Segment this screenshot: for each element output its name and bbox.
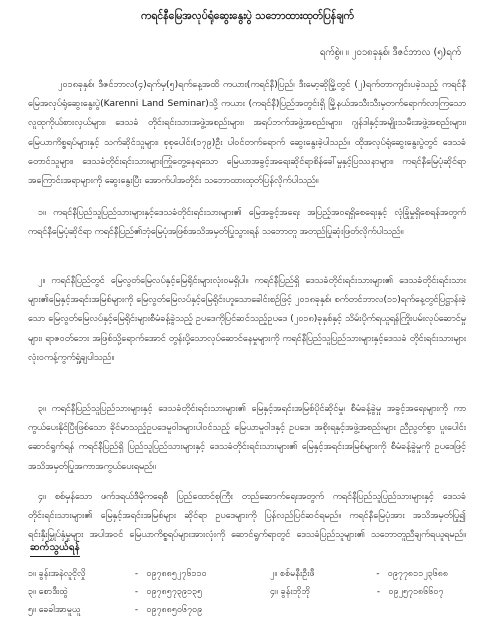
contact-item xyxy=(28,568,238,581)
contact-row xyxy=(28,604,468,622)
contact-phone: ၀၉၇၈၈၅၂၇၆၁၁၀ xyxy=(146,569,207,579)
contact-phone: ၀၉၂၅၇၁၈၆၆၀၇ xyxy=(388,587,444,597)
contact-name: ခွန်းအနဲလူငိုလှို xyxy=(38,569,86,579)
contact-name: ခေခါအာမူယူ xyxy=(38,605,81,615)
contact-item xyxy=(270,586,470,599)
contact-name: စစ်မနီးဦးဖီ xyxy=(280,569,315,579)
contact-row xyxy=(28,568,468,586)
contact-phone: ၀၉၇၇၈၁၁၂၃၆၈၈ xyxy=(387,569,449,579)
point-4-paragraph xyxy=(28,488,466,546)
point-2-paragraph xyxy=(28,272,466,387)
contact-item xyxy=(28,586,238,599)
contact-item xyxy=(270,568,470,581)
point-1-paragraph xyxy=(28,204,466,262)
contact-item xyxy=(28,604,238,617)
contact-name: စောဒီးထွဲ xyxy=(38,587,69,597)
point-3-number: ၃။ xyxy=(38,404,46,414)
contact-list xyxy=(28,568,468,622)
point-4-text: စစ်မှန်သော ဖက်ဒရယ်ဒီမိုကရေစီ ပြည်ထောင်စုကြီး တည်ဆောက်ရေးအတွက် ကရင်နီပြည်သူပြည်သားများနှင့် ဒေသခံတိုင်းရင်းသားများ၏ မြေနှင့်အရင်းအမြစ်များ ဆိုင်ရာ ဥပဒေများကို ပြန်လည်ပြင်ဆင်ရမည်။ ကရင်နီမြေပုံအား အသိအမှတ်ပြု၍ ရင်းနှီးမြှုပ်နှံမှုများ အပါအဝင် မြေယာကိစ္စရပ်များအားလုံးကို ဆောင်ရွက်ရာတွင် ဒေသခံပြည်သူများ၏ သဘောတူညီချက်ရယူရမည်။ xyxy=(28,492,466,541)
contact-separator: - xyxy=(134,569,139,579)
contact-number: ၅။ xyxy=(28,605,36,615)
statement-title: ကရင်နီမြေအလုပ်ရုံဆွေးနွေးပွဲ သဘောထားထုတ်ပြန်ချက် xyxy=(141,10,354,22)
intro-paragraph xyxy=(28,76,466,191)
point-2-number: ၂။ xyxy=(38,276,46,286)
contact-phone: ၀၉၇၈၈၅၀၆၇၀၉ xyxy=(146,605,203,615)
point-2-text: ကရင်နီပြည်တွင် မြေလွတ်မြေလပ်နှင့်မြေရိုင်းများလုံး၀မရှိပါ။ ကရင်နီပြည်ရှိ ဒေသခံတိုင်းရင်းသားများ၏ ဒေသခံတိုင်းရင်းသားများ၏မြေနှင့်အရင်းအမြစ်များကို မြေလွတ်မြေလပ်နှင့်မြေရိုင်းဟူသောခေါင်းစဉ်ဖြင့် ၂၀၁၈ခုနှစ်၊ စက်တင်ဘာလ(၁၁)ရက်နေ့တွင်ပြဋ္ဌာန်းခဲ့သော မြေလွတ်မြေလပ်နှင့်မြေရိုင်းများစီမံခန့်ခွဲသည့် ဥပဒေကိုပြင်ဆင်သည့်ဥပဒေ (၂၀၁၈)ခုနှစ်နှင့် သိမ်းပိုက်ရယူရန်ကြိုးပမ်းလုပ်ဆောင်မှုများ၊ ရာဇဝတ်ဘေး အဖြစ်သို့ရောက်အောင် တွန်းပို့သောလုပ်ဆောင်နေမှုများကို ကရင်နီပြည်သူပြည်သားများနှင့်ဒေသခံ တိုင်းရင်းသားများ လုံးဝကန့်ကွက်ရှုံ့ချပါသည်။ xyxy=(28,276,466,363)
contact-number: ၂။ xyxy=(270,569,278,579)
statement-date: ရက်စွဲ။ ။ ၂၀၁၈ခုနှစ်၊ ဒီဇင်ဘာလ (၅)ရက် xyxy=(319,47,461,58)
contact-number: ၄။ xyxy=(270,587,278,597)
point-1-number: ၁။ xyxy=(38,208,46,218)
contact-phone: ၀၉၇၈၅၇၃၉၁၃၅ xyxy=(146,587,203,597)
contact-separator: - xyxy=(376,587,381,597)
contact-number: ၁။ xyxy=(28,569,36,579)
contact-separator: - xyxy=(376,569,380,579)
intro-paragraph-text: ၂၀၁၈ခုနှစ်၊ ဒီဇင်ဘာလ(၄)ရက်မှ(၅)ရက်နေ့အထိ ကယား(ကရင်နီ)ပြည်၊ ဒီးမော့ဆိုမြို့တွင် (၂)ရက်တာကျင်းပခဲ့သည့် ကရင်နီမြေအလုပ်ရုံဆွေးနွေးပွဲ(Karenni Land Seminar)သို့ ကယား (ကရင်နီ)ပြည်အတွင်းရှိ မြို့နယ်အသီးသီးမှတက်ရောက်လာကြသော လူထုကိုယ်စားလှယ်များ၊ ဒေသခံ တိုင်းရင်းသားအဖွဲ့အစည်းများ၊ အရပ်ဘက်အဖွဲ့အစည်းများ၊ ဂျန်ဒါနှင့်အမျိုးသမီးအဖွဲ့အစည်းများ၊ မြေယာကိစ္စရပ်များနှင့် သက်ဆိုင်သူများ၊ စုစုပေါင်း(၁၇၉)ဦး ပါဝင်တက်ရောက် ဆွေးနွေးခဲ့ပါသည်။ ထိုအလုပ်ရုံဆွေးနွေးပွဲတွင် ဒေသခံတောင်သူများ၊ ဒေသခံတိုင်းရင်းသားများကြုံတွေ့နေရသော မြေယာအခွင့်အရေးဆိုင်ရာစိန်ခေါ်မှုနှင့်ပြဿနာများ၊ ကရင်နီမြေပုံဆိုင်ရာအကြောင်းအရာများကို ဆွေးနွေးပြီး အောက်ပါအတိုင်း သဘောထားထုတ်ပြန်လိုက်ပါသည်။ xyxy=(28,80,466,187)
point-3-text: ကရင်နီပြည်သူပြည်သားများနှင့် ဒေသခံတိုင်းရင်းသားများ၏ မြေနှင့်အရင်းအမြစ်ပိုင်ဆိုင်မှု၊ စီမံခန့်ခွဲမှု အခွင့်အရေးများကို ကာကွယ်ပေးနိုင်ပြီးဖြစ်သော ခိုင်မာသည့်ဥပဒေမူဝါဒများပါဝင်သည့် မြေယာမူဝါဒနှင့် ဥပဒေ၊ အစိုးရနှင့်အဖွဲ့အစည်းများ ညီညွတ်စွာ ပူးပေါင်းဆောင်ရွက်ရန် ကရင်နီပြည်ရှိ ပြည်သူပြည်သားများနှင့် ဒေသခံတိုင်းရင်းသားများ၏ မြေနှင့်အရင်းအမြစ်များကို စီမံခန့်ခွဲမှုကို ဥပဒေဖြင့် အသိအမှတ်ပြုအကာအကွယ်ပေးရမည်။ xyxy=(28,404,466,472)
contact-name: ခွန်းဘိုဘို xyxy=(280,587,311,597)
contact-separator: - xyxy=(134,605,139,615)
contact-number: ၃။ xyxy=(28,587,36,597)
contact-heading: ဆက်သွယ်ရန် xyxy=(30,540,80,557)
contact-row xyxy=(28,586,468,604)
point-1-text: ကရင်နီပြည်သူပြည်သားများနှင့်ဒေသခံတိုင်းရင်းသားများ၏ မြေအခွင့်အရေး အပြည့်အဝရရှိစေရေးနှင့် လုံခြုံမှုရှိစေရန်အတွက် ကရင်နီမြေပုံဆိုင်ရာ ကရင်နီပြည်၏ဘုံမြေပုံအဖြစ်အသိအမှတ်ပြုသွားရန် သဘောတူ အတည်ပြုဆုံးဖြတ်လိုက်ပါသည်။ xyxy=(28,208,466,238)
point-4-number: ၄။ xyxy=(38,492,46,502)
contact-separator: - xyxy=(134,587,139,597)
point-3-paragraph xyxy=(28,400,466,477)
